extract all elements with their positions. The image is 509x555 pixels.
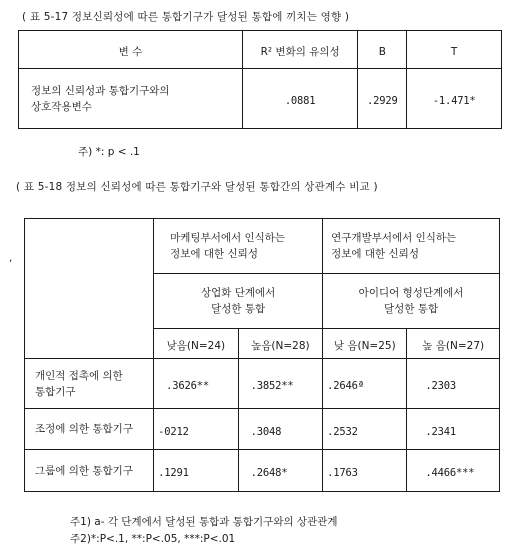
table2-col-header-2-text: 높음(N=28) <box>251 339 310 352</box>
table1-header-variable-text: 변 수 <box>118 45 143 58</box>
table2-row1-val1 <box>154 359 239 409</box>
table2-col-header-3 <box>323 329 407 359</box>
table1-row-r2-value: .0881 <box>284 95 316 107</box>
table2-subgroup2-line2: 달성한 통합 <box>384 303 439 315</box>
table2-col-header-1 <box>154 329 239 359</box>
table2-subgroup2-line1: 아이디어 형성단계에서 <box>358 287 464 299</box>
table2-col-header-3-text: 낮 음(N=25) <box>333 339 396 352</box>
table1-row-label <box>19 69 243 129</box>
table2-subgroup1 <box>154 274 323 329</box>
table1-header-row <box>19 31 502 69</box>
table2-row3-val3 <box>323 450 407 492</box>
table2-row2-val2 <box>238 409 323 450</box>
table2-caption: ( 표 5-18 정보의 신뢰성에 따른 통합기구와 달성된 통합간의 상관계수 비교 ) <box>16 181 378 193</box>
table1-data-row <box>19 69 502 129</box>
table2-row1-label-line1: 개인적 접촉에 의한 <box>35 369 123 382</box>
table2-row1-val3 <box>323 359 407 409</box>
table2-col-header-4-text: 높 음(N=27) <box>422 339 485 352</box>
table2-row3-val3-text: .1763 <box>327 467 358 479</box>
table2-row2-val4-text: .2341 <box>425 425 457 438</box>
table1-row-label-line1: 정보의 신뢰성과 통합기구와의 <box>31 84 170 97</box>
table2-row1-val2-text: .3852** <box>250 380 294 392</box>
table2-row1-label <box>25 359 154 409</box>
table1-row-t-value: -1.471* <box>432 95 476 107</box>
table1-row-label-line2: 상호작용변수 <box>31 100 92 113</box>
table2-corner-cell <box>25 219 154 359</box>
table2-row1-val1-text: .3626** <box>166 380 209 392</box>
table2-row3-val2 <box>238 450 323 492</box>
table2-row3-val2-text: .2648* <box>250 467 288 479</box>
table2-row3-val4 <box>407 450 500 492</box>
table1-caption: ( 표 5-17 정보신뢰성에 따른 통합기구가 달성된 통합에 끼치는 영향 ) <box>22 11 350 23</box>
table2 <box>24 218 500 492</box>
table2-row2-val2-text: .3048 <box>250 425 282 438</box>
table1 <box>18 30 502 129</box>
table2-row1-val3-text: .2646ª <box>327 380 364 392</box>
table1-header-b <box>358 31 407 69</box>
table2-row2-val1-text: -0212 <box>158 425 189 438</box>
table2-group2-line2: 정보에 대한 신뢰성 <box>331 248 419 260</box>
table1-header-r2 <box>242 31 358 69</box>
table2-row1-label-line2: 통합기구 <box>35 385 76 398</box>
table1-row-t <box>407 69 502 129</box>
table1-row-b-value: .2929 <box>367 95 398 107</box>
margin-mark: , <box>9 253 13 264</box>
table2-row3-val4-text: .4466*** <box>425 467 475 479</box>
table2-row3-val1 <box>154 450 239 492</box>
table2-row2-label <box>25 409 154 450</box>
table2-row1-val4 <box>407 359 500 409</box>
table2-group2 <box>323 219 500 274</box>
table2-row2-val3 <box>323 409 407 450</box>
table2-col-header-1-text: 낮음(N=24) <box>166 339 226 352</box>
table1-header-t-text: T <box>450 45 458 58</box>
table-row <box>25 409 500 450</box>
table2-group1 <box>154 219 323 274</box>
table2-subgroup1-line2: 달성한 통합 <box>211 303 266 315</box>
table1-header-variable <box>19 31 243 69</box>
table2-col-header-4 <box>407 329 500 359</box>
table2-subgroup2 <box>323 274 500 329</box>
table2-row2-val1 <box>154 409 239 450</box>
table1-row-b <box>358 69 407 129</box>
table2-subgroup1-line1: 상업화 단계에서 <box>200 287 276 299</box>
table2-note-2: 주2)*:P<.1, **:P<.05, ***:P<.01 <box>70 533 236 545</box>
table2-group-row <box>25 219 500 274</box>
table2-group1-line2: 정보에 대한 신뢰성 <box>170 248 258 260</box>
table2-row2-val4 <box>407 409 500 450</box>
table2-row1-val4-text: .2303 <box>425 380 457 392</box>
table2-row3-label-line1: 그룹에 의한 통합기구 <box>35 464 133 477</box>
table2-row2-label-line1: 조정에 의한 통합기구 <box>35 423 133 435</box>
table2-group1-line1: 마케팅부서에서 인식하는 <box>170 232 286 244</box>
table-row <box>25 450 500 492</box>
table2-note-1: 주1) a- 각 단계에서 달성된 통합과 통합기구와의 상관관계 <box>70 516 338 528</box>
table2-group2-line1: 연구개발부서에서 인식하는 <box>331 232 457 244</box>
table2-row2-val3-text: .2532 <box>327 425 358 438</box>
table2-col-header-2 <box>238 329 323 359</box>
table1-note: 주) *: p < .1 <box>78 146 140 158</box>
table1-row-r2 <box>242 69 358 129</box>
table1-header-b-text: B <box>378 45 386 58</box>
table2-row3-label <box>25 450 154 492</box>
table1-header-r2-text: R² 변화의 유의성 <box>260 45 340 58</box>
table-row <box>25 359 500 409</box>
table2-row3-val1-text: .1291 <box>158 467 189 479</box>
table2-row1-val2 <box>238 359 323 409</box>
table1-header-t <box>407 31 502 69</box>
